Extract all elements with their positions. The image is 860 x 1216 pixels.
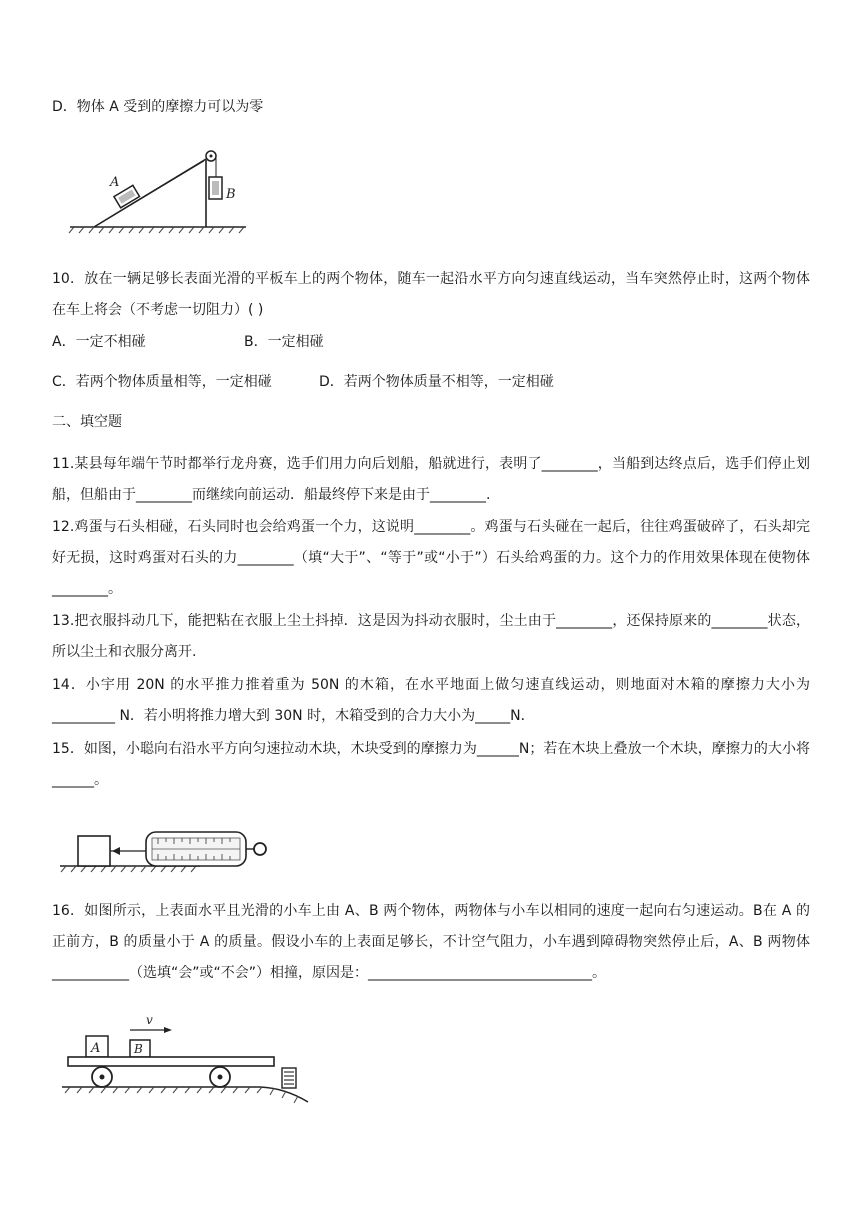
- question-16: 16．如图所示，上表面水平且光滑的小车上由 A、B 两个物体，两物体与小车以相同的速度一起向右匀速运动。B在 A 的正前方，B 的质量小于 A 的质量。假设小车的上表面足够长，不计空气阻力，小车遇到障碍物突然停止后，A、B 两物体___________（选填“会”或“不会”）相撞，原因是：________________________________。: [52, 903, 810, 981]
- q10-option-b: B．一定相碰: [244, 334, 324, 350]
- question-11: 11.某县每年端午节时都举行龙舟赛，选手们用力向后划船，船就进行，表明了________，当船到达终点后，选手们停止划船，但船由于________而继续向前运动．船最终停下来是由于________.: [52, 456, 810, 503]
- q10-option-a: A．一定不相碰: [52, 334, 146, 350]
- label-v: v: [146, 1013, 153, 1027]
- q10-stem: 10．放在一辆足够长表面光滑的平板车上的两个物体，随车一起沿水平方向匀速直线运动，当车突然停止时，这两个物体在车上将会（不考虑一切阻力）( ): [52, 271, 810, 318]
- question-15: 15．如图，小聪向右沿水平方向匀速拉动木块，木块受到的摩擦力为______N；若在木块上叠放一个木块，摩擦力的大小将______。: [52, 741, 810, 788]
- q10-option-c: C．若两个物体质量相等，一定相碰: [52, 374, 272, 390]
- q10-option-d: D．若两个物体质量不相等，一定相碰: [319, 374, 554, 390]
- incline-pulley-figure: [66, 140, 256, 240]
- section-title: 二、填空题: [52, 414, 122, 430]
- question-14: 14．小宇用 20N 的水平推力推着重为 50N 的木箱，在水平地面上做匀速直线运动，则地面对木箱的摩擦力大小为_________ N．若小明将推力增大到 30N 时，木箱受到的合力大小为_____N．: [52, 677, 810, 724]
- label-a: A: [110, 175, 120, 190]
- question-12: 12.鸡蛋与石头相碰，石头同时也会给鸡蛋一个力，这说明________。鸡蛋与石头碰在一起后，往往鸡蛋破碎了，石头却完好无损，这时鸡蛋对石头的力________（填“大于”、“等于”或“小于”）石头给鸡蛋的力。这个力的作用效果体现在使物体________。: [52, 519, 810, 597]
- cart-obstacle-figure: [60, 1008, 330, 1108]
- question-13: 13.把衣服抖动几下，能把粘在衣服上尘土抖掉．这是因为抖动衣服时，尘土由于________，还保持原来的________状态，所以尘土和衣服分离开.: [52, 613, 810, 660]
- label-b: B: [226, 187, 236, 202]
- label-b: B: [134, 1042, 143, 1056]
- label-a: A: [91, 1041, 101, 1056]
- q9-option-d: D．物体 A 受到的摩擦力可以为零: [52, 99, 264, 115]
- spring-scale-figure: [60, 820, 280, 880]
